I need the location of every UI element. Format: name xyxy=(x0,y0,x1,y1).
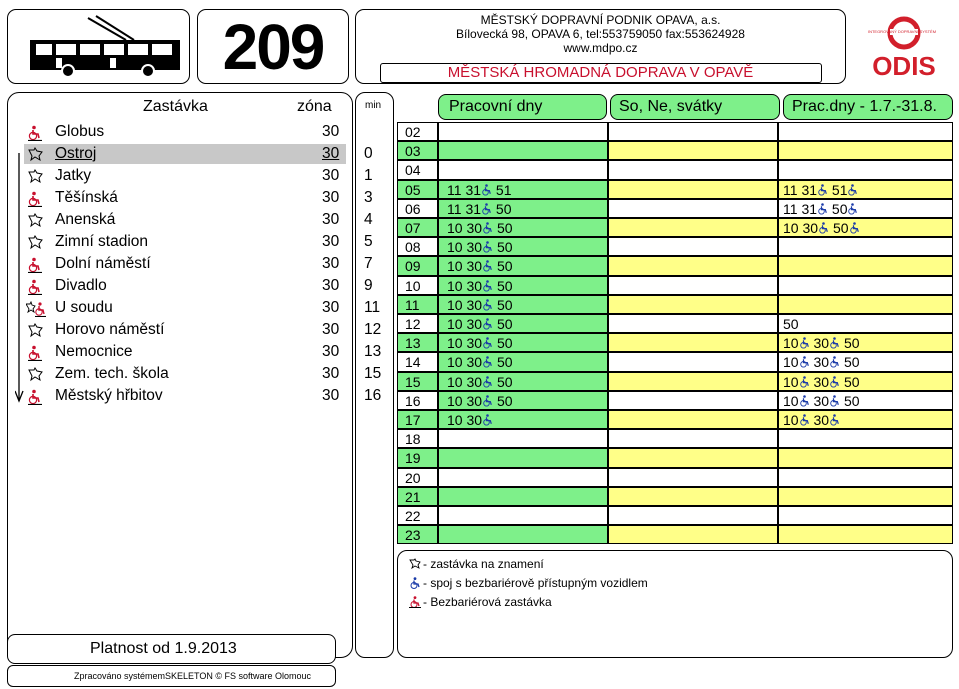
weekend-cell xyxy=(608,448,778,467)
holiday-cell xyxy=(778,352,953,371)
stop-row xyxy=(0,209,395,231)
hour-cell: 14 xyxy=(397,352,438,371)
departure-minute: 30 xyxy=(466,373,483,390)
hour-row xyxy=(397,333,953,352)
holiday-cell xyxy=(778,314,953,333)
departure-minute: 10 xyxy=(783,220,799,236)
departure-minute: 31 xyxy=(801,200,818,217)
line-number: 209 xyxy=(197,9,349,84)
holiday-cell xyxy=(778,391,953,410)
workdays-cell xyxy=(438,256,608,275)
timetable-title: MĚSTSKÁ HROMADNÁ DOPRAVA V OPAVĚ xyxy=(380,63,822,83)
departure-minute: 30 xyxy=(466,412,483,428)
departure-minute: 10 xyxy=(447,412,463,428)
low-floor-vehicle-icon xyxy=(829,376,840,388)
departure-minute: 10 xyxy=(447,277,463,294)
hour-row xyxy=(397,276,953,295)
departure-minute: 50 xyxy=(843,392,860,409)
hour-cell: 23 xyxy=(397,525,438,544)
stop-zone: 30 xyxy=(322,255,340,272)
workdays-cell xyxy=(438,410,608,429)
low-floor-vehicle-icon xyxy=(482,318,493,330)
hour-row xyxy=(397,256,953,275)
departure-minute: 51 xyxy=(495,181,512,198)
hour-row xyxy=(397,295,953,314)
holiday-cell xyxy=(778,333,953,352)
departure-minute: 30 xyxy=(466,354,483,371)
departure-minute: 11 xyxy=(783,200,798,217)
stop-zone: 30 xyxy=(322,145,340,162)
stop-name: Horovo náměstí xyxy=(55,321,165,338)
stop-column-header: Zastávka xyxy=(143,98,208,115)
departure-minute: 10 xyxy=(447,258,463,275)
departure-minute: 30 xyxy=(466,258,483,275)
stop-minutes: 15 xyxy=(364,365,382,382)
company-name: MĚSTSKÝ DOPRAVNÍ PODNIK OPAVA, a.s. xyxy=(480,13,721,27)
workdays-cell xyxy=(438,448,608,467)
stop-minutes: 7 xyxy=(364,255,373,272)
stop-name: Globus xyxy=(55,123,105,140)
departure-minute: 10 xyxy=(783,354,799,371)
low-floor-vehicle-icon xyxy=(482,260,493,272)
departure-minute: 30 xyxy=(466,296,483,313)
hour-row xyxy=(397,314,953,333)
low-floor-vehicle-icon xyxy=(829,356,840,368)
departure-minute: 50 xyxy=(496,258,513,275)
holiday-header: Prac.dny - 1.7.-31.8. xyxy=(783,94,953,120)
weekend-cell xyxy=(608,218,778,237)
departure-minute: 30 xyxy=(466,335,483,352)
hour-row xyxy=(397,141,953,160)
trolleybus-logo-box xyxy=(7,9,190,84)
stop-minutes: 4 xyxy=(364,211,373,228)
hour-cell: 12 xyxy=(397,314,438,333)
holiday-cell xyxy=(778,160,953,179)
stop-name: Dolní náměstí xyxy=(55,255,151,272)
hour-cell: 10 xyxy=(397,276,438,295)
stop-minutes: 3 xyxy=(364,189,373,206)
request-stop-icon xyxy=(26,235,46,251)
weekend-cell xyxy=(608,391,778,410)
workdays-cell xyxy=(438,391,608,410)
holiday-cell xyxy=(778,487,953,506)
stop-name: Zimní stadion xyxy=(55,233,149,250)
stop-zone: 30 xyxy=(322,233,340,250)
workdays-cell xyxy=(438,429,608,448)
low-floor-vehicle-icon xyxy=(482,222,493,234)
hour-cell: 03 xyxy=(397,141,438,160)
made-by-note: Zpracováno systémemSKELETON © FS software Olomouc xyxy=(7,665,336,687)
request-stop-icon xyxy=(26,169,46,185)
departure-minute: 10 xyxy=(783,392,799,409)
workdays-cell xyxy=(438,506,608,525)
holiday-cell xyxy=(778,525,953,544)
barrier-free-stop-icon xyxy=(26,257,46,273)
odis-small-text: INTEGROVANÝ DOPRAVNÍ SYSTÉM xyxy=(867,29,937,34)
operator-info xyxy=(355,9,846,84)
hour-cell: 11 xyxy=(397,295,438,314)
departure-minute: 50 xyxy=(496,296,513,313)
stop-minutes: 11 xyxy=(364,299,381,316)
stop-row xyxy=(0,165,395,187)
request-stop-icon xyxy=(26,147,46,163)
departure-minute: 50 xyxy=(496,354,513,371)
low-floor-vehicle-icon xyxy=(817,203,828,215)
barrier-free-stop-icon xyxy=(26,191,46,207)
legend-request-stop: - zastávka na znamení xyxy=(409,557,544,571)
departure-minute: 30 xyxy=(466,220,483,236)
weekend-cell xyxy=(608,506,778,525)
departure-minute: 50 xyxy=(496,316,513,332)
departure-minute: 50 xyxy=(496,392,513,409)
low-floor-vehicle-icon xyxy=(482,299,493,311)
hour-row xyxy=(397,448,953,467)
hour-cell: 21 xyxy=(397,487,438,506)
low-floor-vehicle-icon xyxy=(482,414,493,426)
stop-zone: 30 xyxy=(322,299,340,316)
departure-minute: 10 xyxy=(447,239,463,256)
stop-zone: 30 xyxy=(322,365,340,382)
stop-name: Městský hřbitov xyxy=(55,387,163,404)
departure-minute: 11 xyxy=(783,181,798,198)
departure-minute: 50 xyxy=(496,239,513,256)
trolleybus-icon xyxy=(8,10,189,83)
odis-logo-icon xyxy=(852,9,953,84)
weekend-cell xyxy=(608,525,778,544)
low-floor-vehicle-icon xyxy=(818,222,829,234)
weekend-cell xyxy=(608,237,778,256)
hour-cell: 02 xyxy=(397,122,438,141)
weekend-cell xyxy=(608,429,778,448)
stop-minutes: 5 xyxy=(364,233,373,250)
hour-cell: 13 xyxy=(397,333,438,352)
holiday-cell xyxy=(778,410,953,429)
odis-text: ODIS xyxy=(872,51,936,81)
weekend-cell xyxy=(608,410,778,429)
hour-cell: 04 xyxy=(397,160,438,179)
weekend-cell xyxy=(608,295,778,314)
request-stop-icon xyxy=(409,558,421,570)
hour-cell: 06 xyxy=(397,199,438,218)
holiday-cell xyxy=(778,468,953,487)
departure-minute: 50 xyxy=(783,316,799,332)
weekend-cell xyxy=(608,180,778,199)
hour-cell: 20 xyxy=(397,468,438,487)
weekend-cell xyxy=(608,122,778,141)
departure-minute: 10 xyxy=(783,373,799,390)
departure-minute: 50 xyxy=(843,335,860,352)
departure-minute: 50 xyxy=(496,373,513,390)
stop-row xyxy=(0,385,395,407)
stop-row xyxy=(0,363,395,385)
stop-row xyxy=(0,231,395,253)
stop-zone: 30 xyxy=(322,277,340,294)
stop-zone: 30 xyxy=(322,167,340,184)
stop-minutes: 9 xyxy=(364,277,373,294)
stop-row xyxy=(0,187,395,209)
departure-minute: 11 xyxy=(447,200,462,217)
workdays-cell xyxy=(438,122,608,141)
hour-row xyxy=(397,352,953,371)
hour-row xyxy=(397,525,953,544)
low-floor-vehicle-icon xyxy=(482,241,493,253)
departure-minute: 10 xyxy=(447,392,463,409)
departure-minute: 10 xyxy=(783,412,799,428)
stop-name: Nemocnice xyxy=(55,343,133,360)
departure-minute: 30 xyxy=(813,392,830,409)
low-floor-vehicle-icon xyxy=(409,577,421,589)
odis-logo xyxy=(852,9,953,84)
low-floor-vehicle-icon xyxy=(799,356,810,368)
stop-zone: 30 xyxy=(322,189,340,206)
departure-minute: 50 xyxy=(496,335,513,352)
departure-minute: 31 xyxy=(465,181,482,198)
hour-row xyxy=(397,180,953,199)
weekend-cell xyxy=(608,352,778,371)
departure-minute: 31 xyxy=(801,181,818,198)
holiday-cell xyxy=(778,122,953,141)
workdays-cell xyxy=(438,199,608,218)
weekend-cell xyxy=(608,276,778,295)
departure-minute: 10 xyxy=(447,354,463,371)
departure-minute: 30 xyxy=(466,277,483,294)
holiday-cell xyxy=(778,429,953,448)
stop-row xyxy=(0,275,395,297)
departure-minute: 10 xyxy=(447,373,463,390)
stop-name: Ostroj xyxy=(55,145,97,162)
stop-row xyxy=(0,143,395,165)
holiday-cell xyxy=(778,237,953,256)
workdays-cell xyxy=(438,160,608,179)
holiday-cell xyxy=(778,199,953,218)
stop-zone: 30 xyxy=(322,343,340,360)
hour-cell: 07 xyxy=(397,218,438,237)
workdays-cell xyxy=(438,218,608,237)
departure-minute: 10 xyxy=(447,335,463,352)
hour-row xyxy=(397,506,953,525)
departure-minute: 50 xyxy=(496,220,513,236)
hour-row xyxy=(397,429,953,448)
holiday-cell xyxy=(778,180,953,199)
departure-minute: 30 xyxy=(813,335,830,352)
holiday-cell xyxy=(778,372,953,391)
low-floor-vehicle-icon xyxy=(829,337,840,349)
weekend-header: So, Ne, svátky xyxy=(610,94,780,120)
workdays-cell xyxy=(438,333,608,352)
workdays-cell xyxy=(438,180,608,199)
departure-minute: 50 xyxy=(495,200,512,217)
hour-row xyxy=(397,391,953,410)
departure-minute: 31 xyxy=(465,200,482,217)
hour-row xyxy=(397,372,953,391)
stop-minutes: 1 xyxy=(364,167,373,184)
request-stop-icon xyxy=(26,367,46,383)
stop-zone: 30 xyxy=(322,211,340,228)
stop-row xyxy=(0,297,395,319)
barrier-free-stop-icon xyxy=(26,125,46,141)
barrier-free-stop-icon xyxy=(409,596,421,608)
stop-row xyxy=(0,253,395,275)
stop-name: Divadlo xyxy=(55,277,107,294)
holiday-cell xyxy=(778,218,953,237)
low-floor-vehicle-icon xyxy=(829,395,840,407)
holiday-cell xyxy=(778,448,953,467)
hour-cell: 08 xyxy=(397,237,438,256)
low-floor-vehicle-icon xyxy=(849,222,860,234)
min-column-header: min xyxy=(365,100,382,111)
barrier-free-stop-icon xyxy=(26,279,46,295)
departure-minute: 50 xyxy=(843,354,860,371)
legend-low-floor: - spoj s bezbariérově přístupným vozidlem xyxy=(409,576,648,590)
low-floor-vehicle-icon xyxy=(481,203,492,215)
weekend-cell xyxy=(608,199,778,218)
holiday-cell xyxy=(778,256,953,275)
departure-minute: 30 xyxy=(813,354,830,371)
weekend-cell xyxy=(608,256,778,275)
stop-name: Těšínská xyxy=(55,189,118,206)
stop-name: U soudu xyxy=(55,299,113,316)
departure-minute: 30 xyxy=(466,239,483,256)
low-floor-vehicle-icon xyxy=(482,376,493,388)
low-floor-vehicle-icon xyxy=(482,356,493,368)
low-floor-vehicle-icon xyxy=(482,337,493,349)
hour-row xyxy=(397,160,953,179)
weekend-cell xyxy=(608,160,778,179)
stop-minutes: 12 xyxy=(364,321,382,338)
departure-minute: 50 xyxy=(832,220,849,236)
low-floor-vehicle-icon xyxy=(817,184,828,196)
weekend-cell xyxy=(608,333,778,352)
stop-row xyxy=(0,121,395,143)
hour-row xyxy=(397,237,953,256)
departure-minute: 50 xyxy=(831,200,848,217)
low-floor-vehicle-icon xyxy=(799,337,810,349)
request-stop-icon xyxy=(26,213,46,229)
stop-name: Anenská xyxy=(55,211,116,228)
stop-name: Jatky xyxy=(55,167,92,184)
departure-minute: 51 xyxy=(831,181,848,198)
stop-name: Zem. tech. škola xyxy=(55,365,169,382)
weekend-cell xyxy=(608,468,778,487)
weekend-cell xyxy=(608,372,778,391)
departure-minute: 30 xyxy=(802,220,819,236)
departure-minute: 50 xyxy=(843,373,860,390)
hour-row xyxy=(397,218,953,237)
low-floor-vehicle-icon xyxy=(829,414,840,426)
low-floor-vehicle-icon xyxy=(799,414,810,426)
hour-cell: 18 xyxy=(397,429,438,448)
departure-minute: 30 xyxy=(813,373,830,390)
holiday-cell xyxy=(778,141,953,160)
stop-row xyxy=(0,319,395,341)
weekend-cell xyxy=(608,141,778,160)
departure-minute: 30 xyxy=(466,316,483,332)
workdays-cell xyxy=(438,468,608,487)
workdays-cell xyxy=(438,525,608,544)
hour-cell: 09 xyxy=(397,256,438,275)
stop-minutes: 0 xyxy=(364,145,373,162)
workdays-cell xyxy=(438,295,608,314)
stop-zone: 30 xyxy=(322,123,340,140)
hour-cell: 22 xyxy=(397,506,438,525)
workdays-cell xyxy=(438,141,608,160)
holiday-cell xyxy=(778,276,953,295)
workdays-cell xyxy=(438,487,608,506)
workdays-cell xyxy=(438,237,608,256)
departure-minute: 50 xyxy=(496,277,513,294)
low-floor-vehicle-icon xyxy=(847,184,858,196)
hour-cell: 05 xyxy=(397,180,438,199)
workdays-cell xyxy=(438,276,608,295)
company-web: www.mdpo.cz xyxy=(563,41,638,55)
legend-barrier-free: - Bezbariérová zastávka xyxy=(409,595,552,609)
workdays-cell xyxy=(438,372,608,391)
hour-row xyxy=(397,122,953,141)
hour-row xyxy=(397,468,953,487)
workdays-header: Pracovní dny xyxy=(438,94,607,120)
stop-minutes: 16 xyxy=(364,387,382,404)
validity-date: Platnost od 1.9.2013 xyxy=(7,634,336,664)
stop-zone: 30 xyxy=(322,321,340,338)
stop-zone: 30 xyxy=(322,387,340,404)
weekend-cell xyxy=(608,314,778,333)
barrier-free-stop-icon xyxy=(26,345,46,361)
low-floor-vehicle-icon xyxy=(799,395,810,407)
departure-minute: 10 xyxy=(447,316,463,332)
zone-column-header: zóna xyxy=(297,98,332,115)
departure-minute: 30 xyxy=(813,412,830,428)
hour-cell: 16 xyxy=(397,391,438,410)
stop-minutes: 13 xyxy=(364,343,382,360)
departure-minute: 30 xyxy=(466,392,483,409)
low-floor-vehicle-icon xyxy=(847,203,858,215)
request-stop-icon xyxy=(26,323,46,339)
weekend-cell xyxy=(608,487,778,506)
holiday-cell xyxy=(778,506,953,525)
departure-minute: 10 xyxy=(447,220,463,236)
hour-row xyxy=(397,199,953,218)
hour-row xyxy=(397,410,953,429)
low-floor-vehicle-icon xyxy=(799,376,810,388)
hour-cell: 17 xyxy=(397,410,438,429)
departure-minute: 10 xyxy=(783,335,799,352)
low-floor-vehicle-icon xyxy=(481,184,492,196)
low-floor-vehicle-icon xyxy=(482,395,493,407)
request-and-barrier-free-icon xyxy=(26,301,46,317)
workdays-cell xyxy=(438,352,608,371)
hour-row xyxy=(397,487,953,506)
departure-minute: 11 xyxy=(447,181,462,198)
stop-row xyxy=(0,341,395,363)
holiday-cell xyxy=(778,295,953,314)
hour-cell: 15 xyxy=(397,372,438,391)
company-address: Bílovecká 98, OPAVA 6, tel:553759050 fax:553624928 xyxy=(456,27,745,41)
hour-cell: 19 xyxy=(397,448,438,467)
workdays-cell xyxy=(438,314,608,333)
low-floor-vehicle-icon xyxy=(482,280,493,292)
barrier-free-stop-icon xyxy=(26,389,46,405)
departure-minute: 10 xyxy=(447,296,463,313)
